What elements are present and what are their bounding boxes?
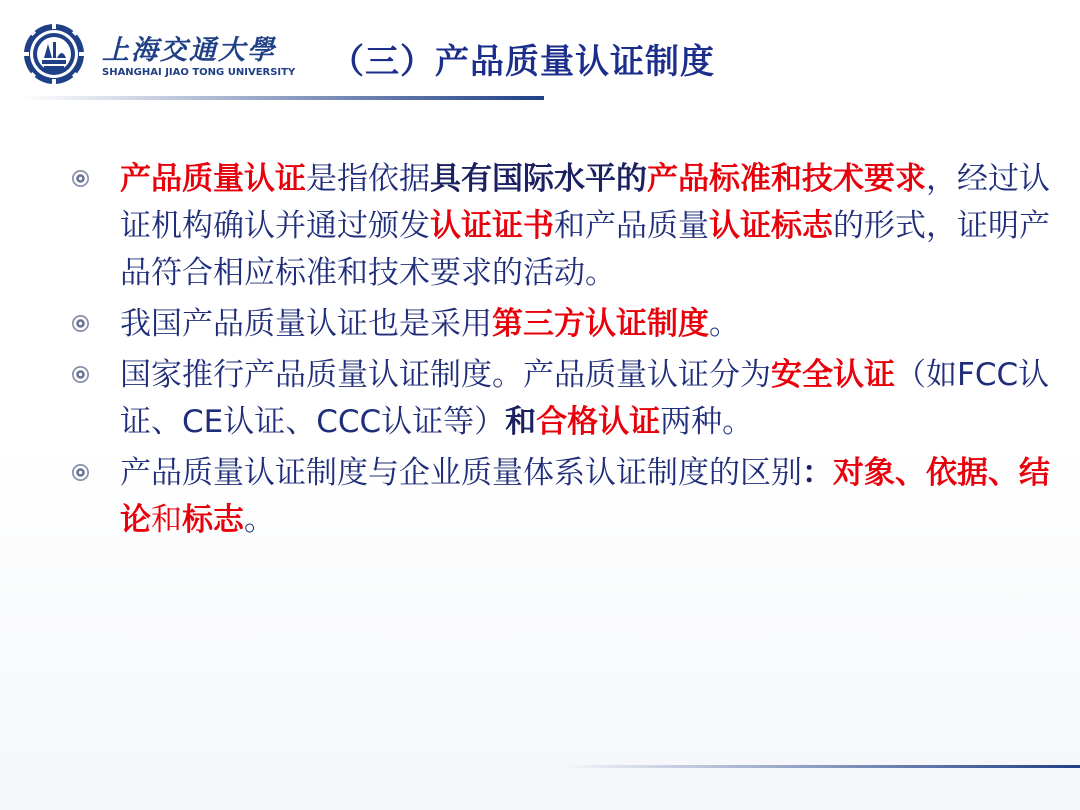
bullet-text-segment: CE — [182, 404, 224, 440]
bullet-emblem-icon — [72, 464, 89, 481]
bullet-text-segment: 是指依据 — [306, 161, 430, 197]
bullet-text-segment: 产品质量认证 — [120, 161, 306, 197]
bullet-text-segment: 认证标志 — [709, 208, 833, 244]
bullet-text-segment: 国家推行产品质量认证制度。产品质量认证分为 — [120, 357, 771, 393]
bullet-emblem-icon — [72, 315, 89, 332]
bullet-text-segment: 两种。 — [660, 404, 754, 440]
bullet-item — [72, 156, 1057, 297]
title-underline — [22, 96, 544, 100]
bullet-text-segment: 标志 — [182, 502, 244, 538]
slide-header — [0, 0, 1080, 100]
bullet-text-segment: 认证、 — [223, 404, 317, 440]
bullet-text-segment: 第三方认证制度 — [492, 306, 709, 342]
university-name-cn: 上海交通大學 — [102, 35, 276, 66]
bullet-text-segment: 。 — [244, 502, 275, 538]
university-name-en: SHANGHAI JIAO TONG UNIVERSITY — [102, 67, 296, 78]
bullet-list — [72, 156, 1057, 548]
bullet-text-segment: 具有国际水平的 — [430, 161, 647, 197]
bullet-item — [72, 352, 1057, 446]
university-emblem-icon — [22, 22, 86, 86]
bullet-emblem-icon — [72, 170, 89, 187]
bullet-text-segment: 和 — [505, 404, 537, 440]
bullet-text-segment: 对象、依据、结论 — [120, 455, 1050, 538]
university-logo — [22, 22, 296, 88]
bullet-item — [72, 450, 1057, 544]
bullet-text-segment: ： — [802, 455, 833, 491]
bullet-text-segment: 。 — [709, 306, 740, 342]
bullet-text-segment: 和 — [151, 502, 182, 538]
bullet-text-segment: 认证证书 — [430, 208, 554, 244]
bullet-text-segment: 认证、 — [120, 357, 1050, 440]
bullet-text-segment: 我国产品质量认证也是采用 — [120, 306, 492, 342]
bullet-text-segment: 安全认证 — [771, 357, 895, 393]
bullet-item — [72, 301, 1057, 348]
bullet-text-segment: 认证等） — [381, 404, 506, 440]
bullet-text-segment: ，经过认证机构确认并通过颁发 — [120, 161, 1050, 244]
bullet-text-segment: （如 — [895, 357, 957, 393]
footer-rule — [560, 765, 1080, 768]
bullet-emblem-icon — [72, 366, 89, 383]
bullet-text-segment: 合格认证 — [536, 404, 661, 440]
bullet-text-segment: CCC — [316, 404, 382, 440]
bullet-text-segment: FCC — [957, 357, 1019, 393]
bullet-text-segment: 产品质量认证制度与企业质量体系认证制度的区别 — [120, 455, 802, 491]
slide-title: （三）产品质量认证制度 — [330, 42, 715, 82]
bullet-text-segment: 产品标准和技术要求 — [647, 161, 926, 197]
bullet-text-segment: 和产品质量 — [554, 208, 709, 244]
bullet-text-segment: 的形式，证明产品符合相应标准和技术要求的活动。 — [120, 208, 1050, 291]
